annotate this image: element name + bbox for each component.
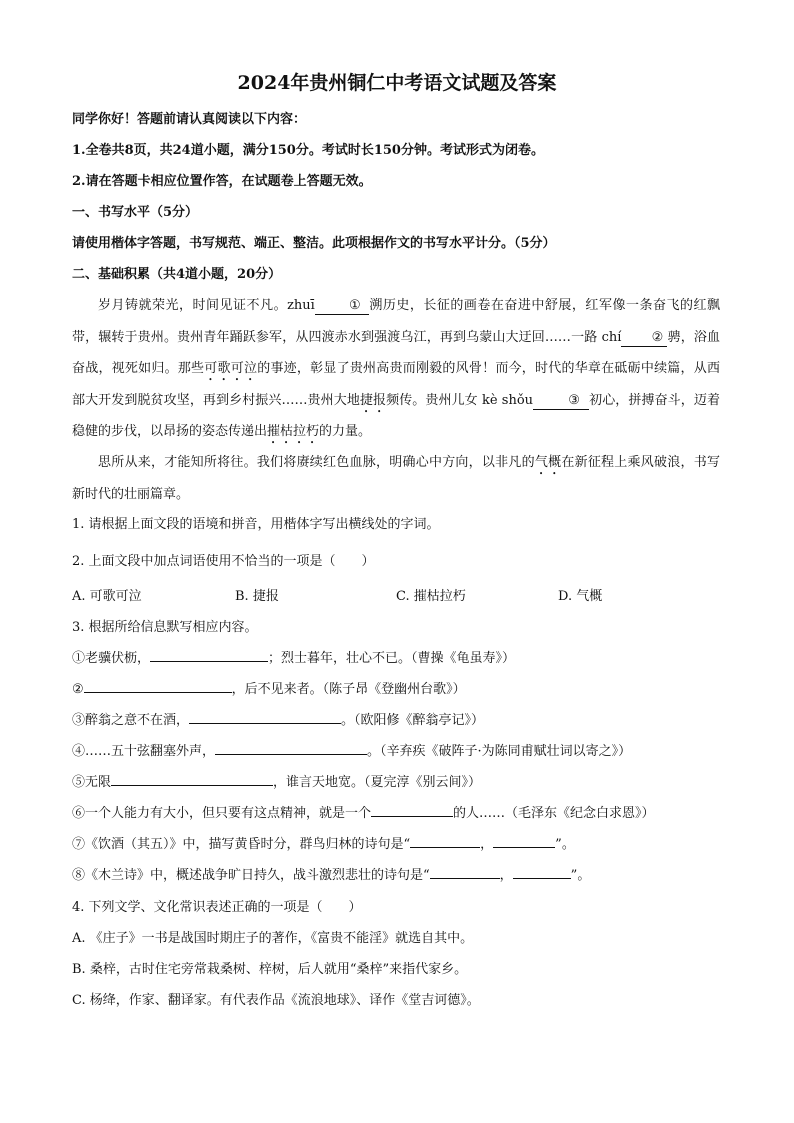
recite-text: ② xyxy=(72,682,84,697)
recite-text: ”。 xyxy=(555,837,575,852)
q4-option-c[interactable]: C. 杨绛，作家、翻译家。有代表作品《流浪地球》、译作《堂吉诃德》。 xyxy=(72,993,480,1008)
passage-text: 溯历史，长征的画卷在奋进中舒展，红军像一条奋飞的红飘带，辗转于贵州。贵州青年踊跃参军，从四渡赤水到强渡乌江，再到乌蒙山大迂回……一路 chí xyxy=(72,298,720,345)
dotted-word-3: 摧枯拉朽 xyxy=(267,424,320,439)
question-2: 2. 上面文段中加点词语使用不恰当的一项是（ ） xyxy=(72,554,375,569)
question-3: 3. 根据所给信息默写相应内容。 xyxy=(72,620,258,635)
passage-text: 初心，拼搏奋斗，迈着稳健的步伐，以昂扬的姿态传递出 xyxy=(72,392,720,439)
q2-option-d[interactable]: D. 气概 xyxy=(558,589,603,604)
recite-blank-4[interactable] xyxy=(215,754,367,755)
passage-paragraph-2 xyxy=(72,447,720,510)
passage-text: 骋，浴血奋战，视死如归。那些 xyxy=(72,329,720,376)
recite-blank-8b[interactable] xyxy=(513,878,571,879)
recite-blank-6[interactable] xyxy=(371,816,453,817)
recite-text: ④……五十弦翻塞外声， xyxy=(72,744,216,759)
recite-text: 的人……（毛泽东《纪念白求恩》） xyxy=(453,806,655,821)
passage-text: 频传。贵州儿女 kè shǒu xyxy=(386,392,534,408)
q4-option-a[interactable]: A. 《庄子》一书是战国时期庄子的著作，《富贵不能淫》就选自其中。 xyxy=(72,931,474,946)
passage-text: 的事迹，彰显了贵州高贵而刚毅的风骨！而今，时代的华章在砥砺中续篇，从西部大开发到脱贫攻坚，再到乡村振兴……贵州大地 xyxy=(72,361,720,408)
recite-text: ⑧《木兰诗》中，概述战争旷日持久，战斗激烈悲壮的诗句是“ xyxy=(72,868,430,883)
recite-blank-1[interactable] xyxy=(150,661,268,662)
recite-blank-5[interactable] xyxy=(111,785,273,786)
section-1-heading: 一、书写水平（5分） xyxy=(72,205,199,220)
q2-option-a[interactable]: A. 可歌可泣 xyxy=(72,589,142,604)
notice-greeting: 同学你好！答题前请认真阅读以下内容： xyxy=(72,112,307,127)
recite-text: 。（辛弃疾《破阵子·为陈同甫赋壮词以寄之》） xyxy=(367,744,632,759)
recite-item-1 xyxy=(72,650,515,668)
recite-text: ， xyxy=(499,868,513,883)
recite-text: ， xyxy=(480,837,494,852)
dotted-word-1: 可歌可泣 xyxy=(204,361,258,376)
recite-item-5 xyxy=(72,774,481,792)
recite-item-2 xyxy=(72,681,466,699)
section-2-heading: 二、基础积累（共4道小题，20分） xyxy=(72,267,282,282)
recite-item-4 xyxy=(72,743,631,761)
recite-text: ⑥一个人能力有大小，但只要有这点精神，就是一个 xyxy=(72,806,372,821)
recite-text: ⑤无限 xyxy=(72,775,112,790)
recite-item-7 xyxy=(72,836,575,854)
recite-item-6 xyxy=(72,805,655,823)
passage-text: 的力量。 xyxy=(319,424,372,439)
recite-text: ”。 xyxy=(570,868,591,883)
recite-text: ③醉翁之意不在酒， xyxy=(72,713,190,728)
passage-text: 岁月铸就荣光，时间见证不凡。zhuī xyxy=(98,298,315,313)
pinyin-blank-3[interactable]: ③ xyxy=(533,393,589,410)
recite-blank-3[interactable] xyxy=(189,723,341,724)
recite-text: ，后不见来者。（陈子昂《登幽州台歌》） xyxy=(231,682,466,697)
q2-option-c[interactable]: C. 摧枯拉朽 xyxy=(396,589,466,604)
notice-item-2: 2.请在答题卡相应位置作答，在试题卷上答题无效。 xyxy=(72,174,372,189)
section-1-desc: 请使用楷体字答题，书写规范、端正、整洁。此项根据作文的书写水平计分。（5分） xyxy=(72,236,556,251)
passage-text: 思所从来，才能知所将往。我们将赓续红色血脉，明确心中方向，以非凡的 xyxy=(98,455,535,470)
dotted-word-4: 气概 xyxy=(534,455,562,470)
passage-paragraph-1 xyxy=(72,290,720,448)
notice-item-1: 1.全卷共8页，共24道小题，满分150分。考试时长150分钟。考试形式为闭卷。 xyxy=(72,143,544,158)
recite-item-8 xyxy=(72,867,590,885)
pinyin-blank-1[interactable]: ① xyxy=(315,298,369,315)
recite-text: ①老骥伏枥， xyxy=(72,651,151,666)
pinyin-blank-2[interactable]: ② xyxy=(621,330,667,347)
dotted-word-2: 捷报 xyxy=(359,392,387,408)
page-title: 2024年贵州铜仁中考语文试题及答案 xyxy=(237,72,557,94)
recite-text: ⑦《饮酒（其五）》中，描写黄昏时分，群鸟归林的诗句是“ xyxy=(72,837,411,852)
recite-text: ；烈士暮年，壮心不已。（曹操《龟虽寿》） xyxy=(268,651,516,666)
passage-text: 在新征程上乘风破浪，书写新时代的壮丽篇章。 xyxy=(72,455,720,502)
recite-item-3 xyxy=(72,712,484,730)
q4-option-b[interactable]: B. 桑梓，古时住宅旁常栽桑树、梓树，后人就用“桑梓”来指代家乡。 xyxy=(72,962,468,977)
question-4: 4. 下列文学、文化常识表述正确的一项是（ ） xyxy=(72,900,362,915)
q2-option-b[interactable]: B. 捷报 xyxy=(235,589,279,604)
recite-text: 。（欧阳修《醉翁亭记》） xyxy=(341,713,485,728)
question-1: 1. 请根据上面文段的语境和拼音，用楷体字写出横线处的字词。 xyxy=(72,517,440,532)
recite-blank-2[interactable] xyxy=(84,692,232,693)
recite-text: ，谁言天地宽。（夏完淳《别云间》） xyxy=(273,775,482,790)
recite-blank-7a[interactable] xyxy=(410,847,480,848)
recite-blank-8a[interactable] xyxy=(430,878,500,879)
recite-blank-7b[interactable] xyxy=(493,847,555,848)
